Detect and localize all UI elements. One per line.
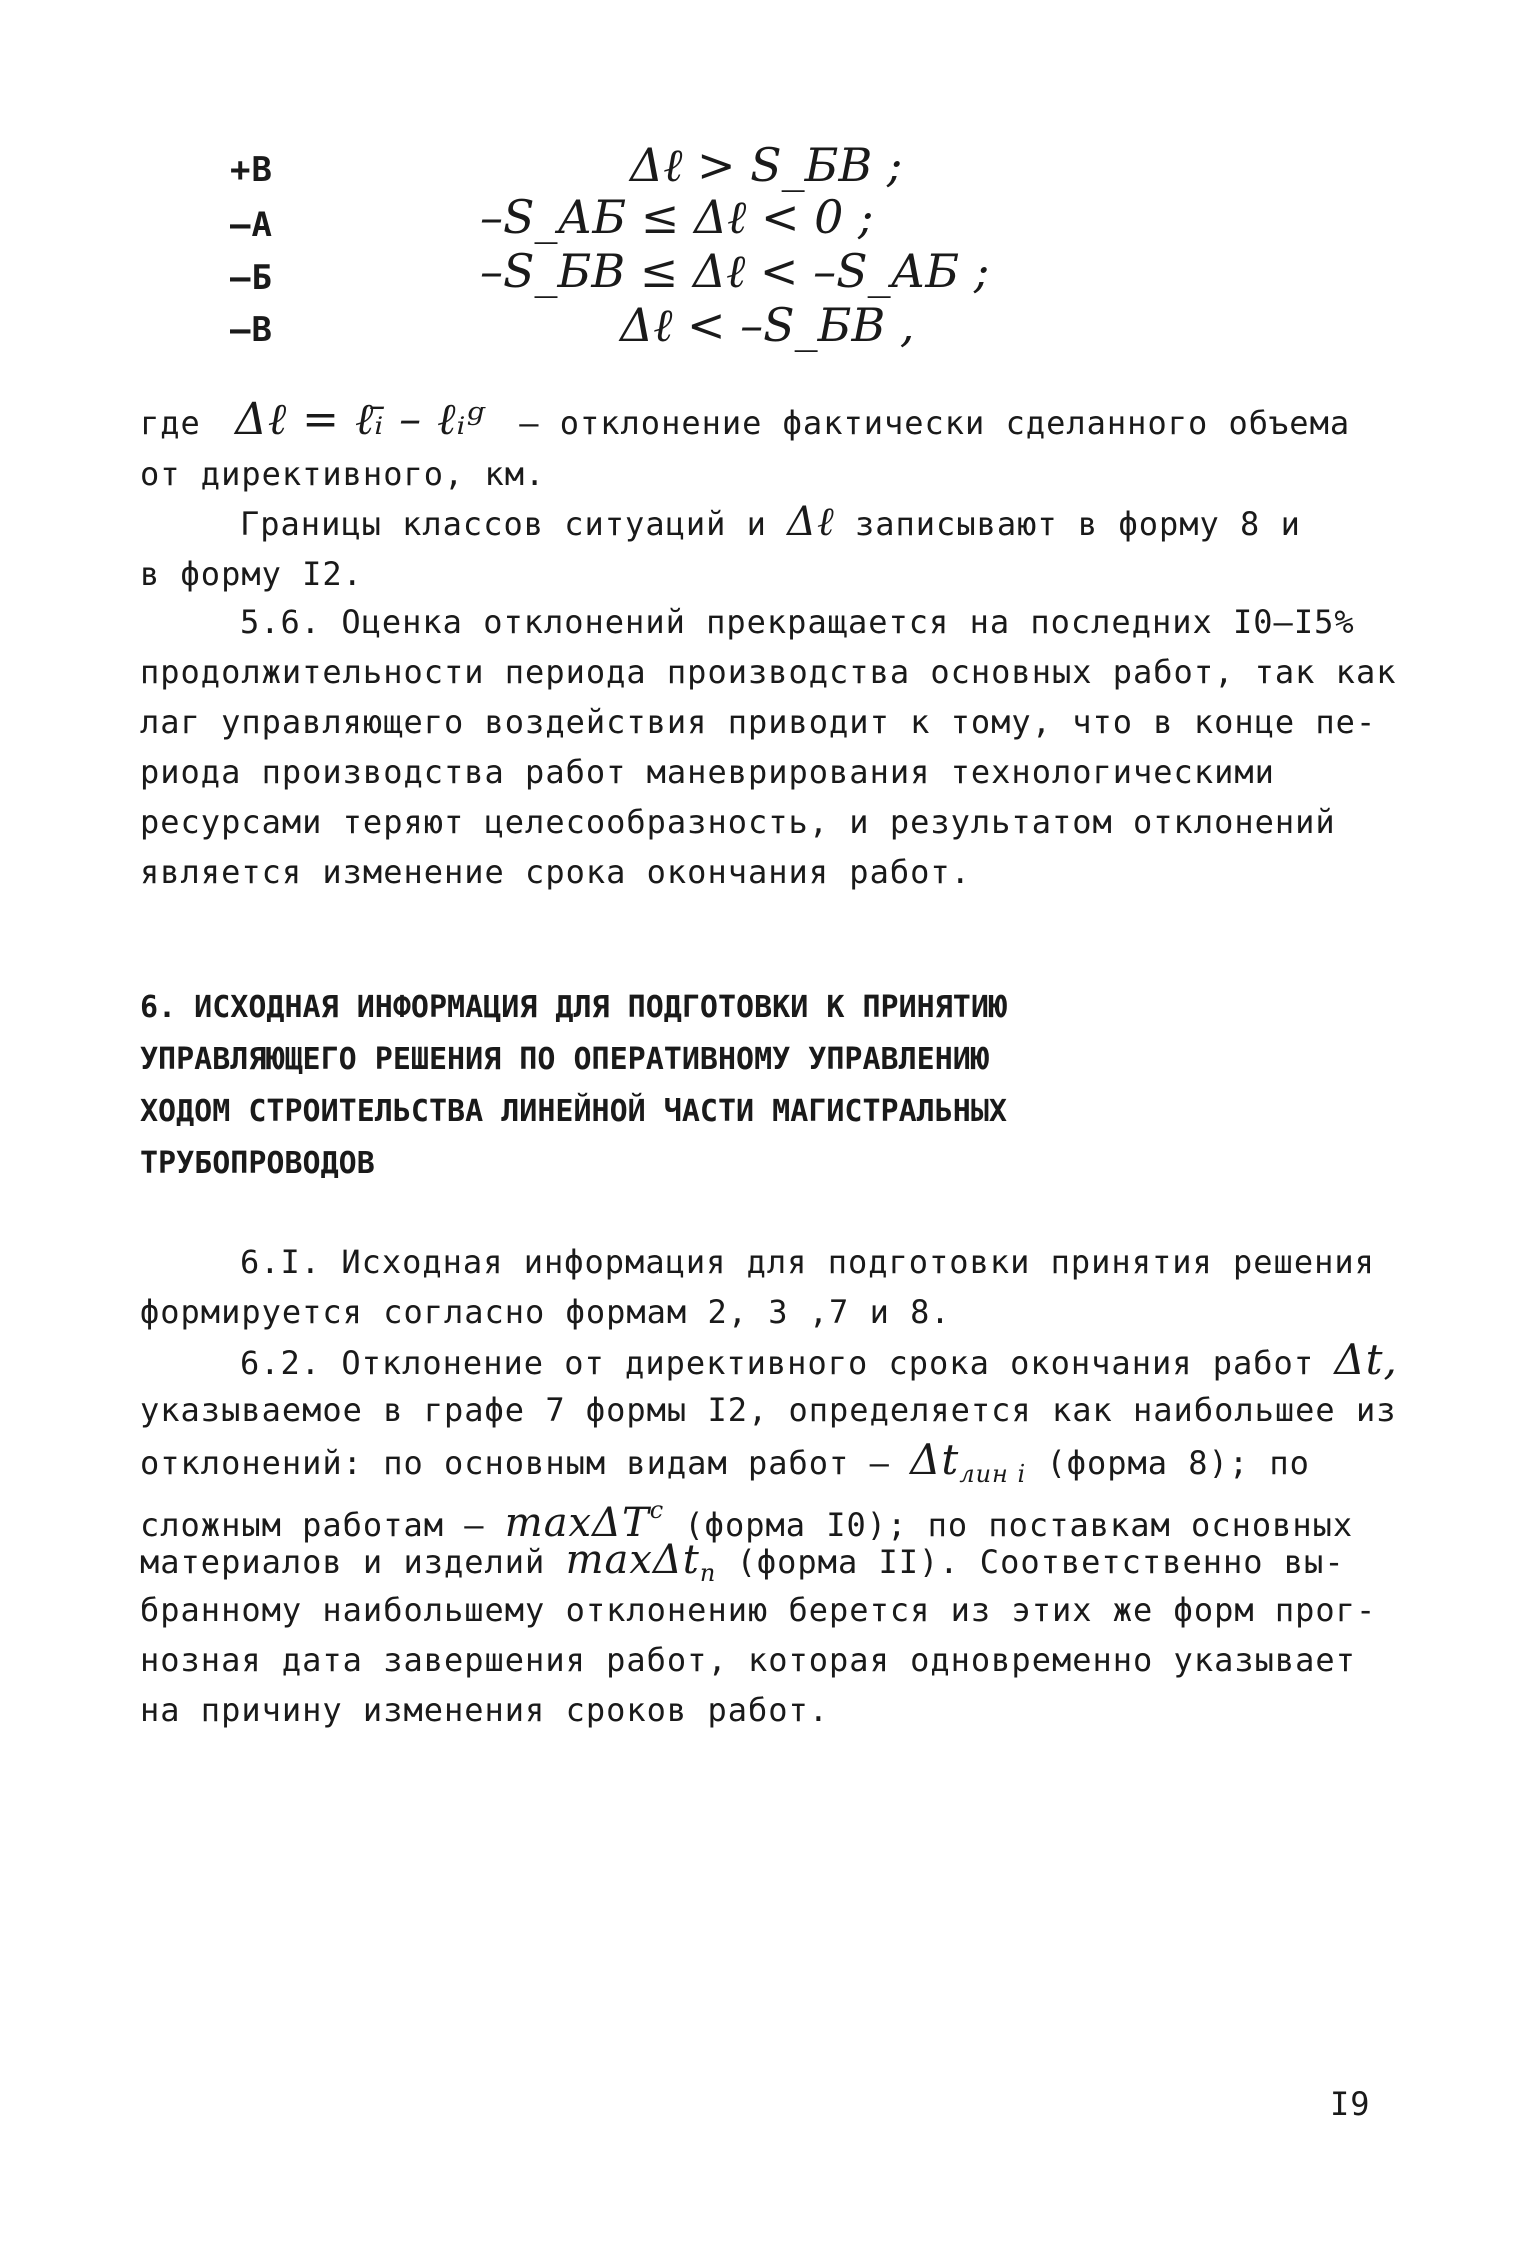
- section-heading: УПРАВЛЯЮЩЕГО РЕШЕНИЯ ПО ОПЕРАТИВНОМУ УПРАВЛЕНИЮ: [140, 1042, 989, 1077]
- class-formula: Δℓ > S_БВ ;: [630, 138, 903, 192]
- p62-line7: нозная дата завершения работ, которая одновременно указывает: [140, 1641, 1356, 1679]
- class-label: –В: [230, 310, 273, 350]
- class-label: –А: [230, 205, 273, 245]
- p56-line: продолжительности периода производства основных работ, так как: [140, 653, 1397, 691]
- section-heading: 6. ИСХОДНАЯ ИНФОРМАЦИЯ ДЛЯ ПОДГОТОВКИ К ПРИНЯТИЮ: [140, 990, 1007, 1025]
- max-delta-T-symbol: maxΔT: [504, 1500, 650, 1546]
- p62-line8: на причину изменения сроков работ.: [140, 1691, 830, 1729]
- subscript: лин i: [959, 1460, 1027, 1488]
- superscript: c: [649, 1496, 665, 1524]
- section-heading: ТРУБОПРОВОДОВ: [140, 1146, 375, 1181]
- delta-t-symbol: Δt,: [1334, 1335, 1398, 1384]
- p61-line: 6.I. Исходная информация для подготовки принятия решения: [240, 1243, 1375, 1281]
- bounds-text: Границы классов ситуаций и: [240, 505, 788, 543]
- p56-line: лаг управляющего воздействия приводит к тому, что в конце пе-: [140, 703, 1377, 741]
- delta-l-symbol: Δℓ: [787, 499, 835, 545]
- p56-line: является изменение срока окончания работ.: [140, 853, 971, 891]
- p62-line5: [140, 1538, 1400, 1595]
- bounds-text-2: записывают в форму 8 и: [834, 505, 1301, 543]
- p61-line: формируется согласно формам 2, 3 ,7 и 8.: [140, 1293, 951, 1331]
- where-line: [140, 394, 1400, 445]
- where-formula: Δℓ = ℓ̄ᵢ – ℓᵢᵍ: [235, 394, 485, 445]
- class-label: +В: [230, 150, 273, 190]
- page-number: I9: [1330, 2085, 1371, 2123]
- p62-text: (форма II). Соответственно вы-: [716, 1543, 1345, 1581]
- p62-line6: бранному наибольшему отклонению берется из этих же форм прог-: [140, 1591, 1377, 1629]
- delta-t-lin-symbol: Δt: [910, 1435, 960, 1484]
- bounds-line2: в форму I2.: [140, 555, 363, 593]
- where-text: – отклонение фактически сделанного объема: [519, 404, 1351, 442]
- bounds-line: [240, 500, 1500, 546]
- p56-line: риода производства работ маневрирования технологическими: [140, 753, 1275, 791]
- p62-text: (форма I0); по поставкам основных: [664, 1506, 1354, 1544]
- p62-text: материалов и изделий: [140, 1543, 566, 1581]
- where-line2: от директивного, км.: [140, 455, 546, 493]
- class-label: –Б: [230, 258, 273, 298]
- p62-text: 6.2. Отклонение от директивного срока окончания работ: [240, 1344, 1335, 1382]
- p62-text: отклонений: по основным видам работ –: [140, 1444, 911, 1482]
- p56-line: 5.6. Оценка отклонений прекращается на последних I0–I5%: [240, 603, 1355, 641]
- p62-text: сложным работам –: [140, 1506, 505, 1544]
- subscript: п: [699, 1559, 717, 1587]
- p62-line1: [240, 1335, 1500, 1385]
- class-formula: Δℓ < –S_БВ ,: [620, 298, 915, 352]
- p62-line2: указываемое в графе 7 формы I2, определяется как наибольшее из: [140, 1391, 1397, 1429]
- where-prefix: где: [140, 404, 201, 442]
- section-heading: ХОДОМ СТРОИТЕЛЬСТВА ЛИНЕЙНОЙ ЧАСТИ МАГИСТРАЛЬНЫХ: [140, 1094, 1007, 1129]
- p62-text: (форма 8); по: [1026, 1444, 1310, 1482]
- p56-line: ресурсами теряют целесообразность, и результатом отклонений: [140, 803, 1336, 841]
- max-delta-t-symbol: maxΔt: [565, 1537, 700, 1583]
- class-formula: –S_БВ ≤ Δℓ < –S_АБ ;: [480, 244, 990, 298]
- class-formula: –S_АБ ≤ Δℓ < 0 ;: [480, 190, 874, 244]
